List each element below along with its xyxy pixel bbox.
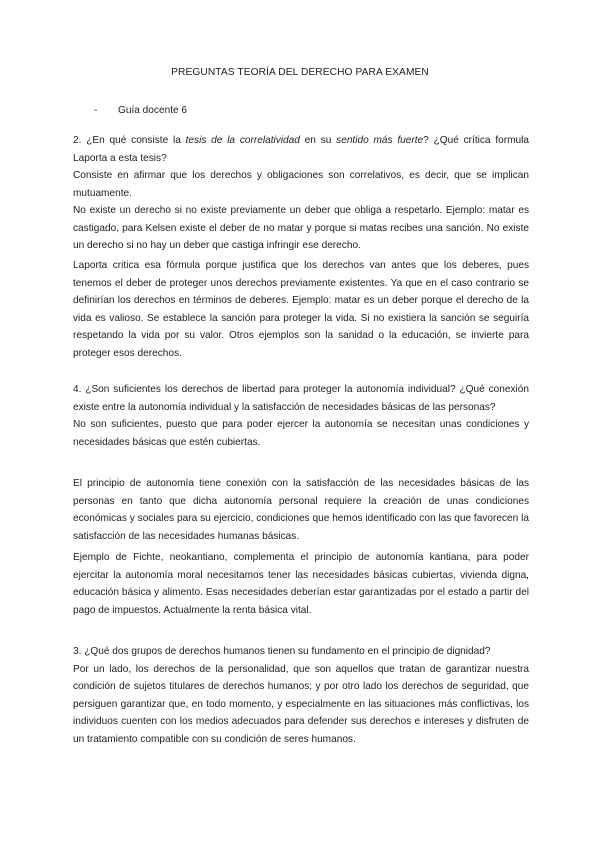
question-2-answer-2: No existe un derecho si no existe previamente un deber que obliga a respetarlo. Ejemplo: matar es castigado, para Kelsen existe el deber de no matar y porque si matas recibes una sanción. No existe un derecho si no hay un deber que castiga infringir ese derecho. (73, 205, 529, 251)
question-3-block (73, 643, 529, 748)
question-4-answer-3: Ejemplo de Fichte, neokantiano, complementa el principio de autonomía kantiana, para poder ejercitar la autonomía moral necesitamos tener las necesidades básicas cubiertas, vivienda digna, educación básica y alimento. Esas necesidades deberían estar garantizadas por el estado a partir del pago de impuestos. Actualmente la renta básica vital. (73, 552, 529, 616)
question-4-title: 4. ¿Son suficientes los derechos de libertad para proteger la autonomía individual? ¿Qué conexión existe entre la autonomía individual y la satisfacción de necesidades básicas de las personas? (73, 384, 529, 413)
term-sentido-fuerte: sentido más fuerte (336, 135, 424, 146)
question-4-block (73, 381, 529, 451)
bullet-text: Guía docente 6 (118, 105, 188, 116)
question-3-title: 3. ¿Qué dos grupos de derechos humanos tienen su fundamento en el principio de dignidad? (73, 646, 491, 657)
question-2-answer-1: Consiste en afirmar que los derechos y obligaciones son correlativos, es decir, que se implican mutuamente. (73, 170, 529, 199)
document-title: PREGUNTAS TEORÍA DEL DERECHO PARA EXAMEN (171, 67, 429, 78)
question-2-title: 2. ¿En qué consiste la tesis de la correlatividad en su sentido más fuerte? ¿Qué crítica formula Laporta a esta tesis? (73, 135, 529, 164)
question-4-answer-2: El principio de autonomía tiene conexión con la satisfacción de las necesidades básicas de las personas en tanto que dicha autonomía personal requiere la creación de unas condiciones económicas y sociales para su ejercicio, condiciones que hemos identificado con las que favorecen la satisfacción de las necesidades humanas básicas. (73, 478, 529, 542)
bullet-item (94, 102, 187, 120)
question-4-example (73, 549, 529, 619)
question-4-connection (73, 475, 529, 545)
question-2-block (73, 132, 529, 255)
term-correlatividad: tesis de la correlatividad (185, 135, 300, 146)
question-2-critique (73, 257, 529, 362)
question-2-answer-3: Laporta critica esa fórmula porque justifica que los derechos van antes que los deberes, pues tenemos el deber de proteger unos derechos previamente existentes. Ya que en el caso contrario se definirían los derechos en términos de deberes. Ejemplo: matar es un deber porque el derecho de la vida es valioso. Se establece la sanción para proteger la vida. Si no existiera la sanción se seguiría respetando la vida por su valor. Otros ejemplos son la sanidad o la educación, se invierte para proteger esos derechos. (73, 260, 529, 359)
question-3-answer-1: Por un lado, los derechos de la personalidad, que son aquellos que tratan de garantizar nuestra condición de sujetos titulares de derechos humanos; y por otro lado los derechos de seguridad, que persiguen garantizar que, en todo momento, y especialmente en las situaciones más conflictivas, los individuos cuenten con los medios adecuados para defender sus derechos e intereses y disfruten de un tratamiento compatible con su condición de seres humanos. (73, 663, 529, 745)
question-4-answer-1: No son suficientes, puesto que para poder ejercer la autonomía se necesitan unas condiciones y necesidades básicas que estén cubiertas. (73, 419, 529, 448)
bullet-marker: - (94, 105, 98, 116)
